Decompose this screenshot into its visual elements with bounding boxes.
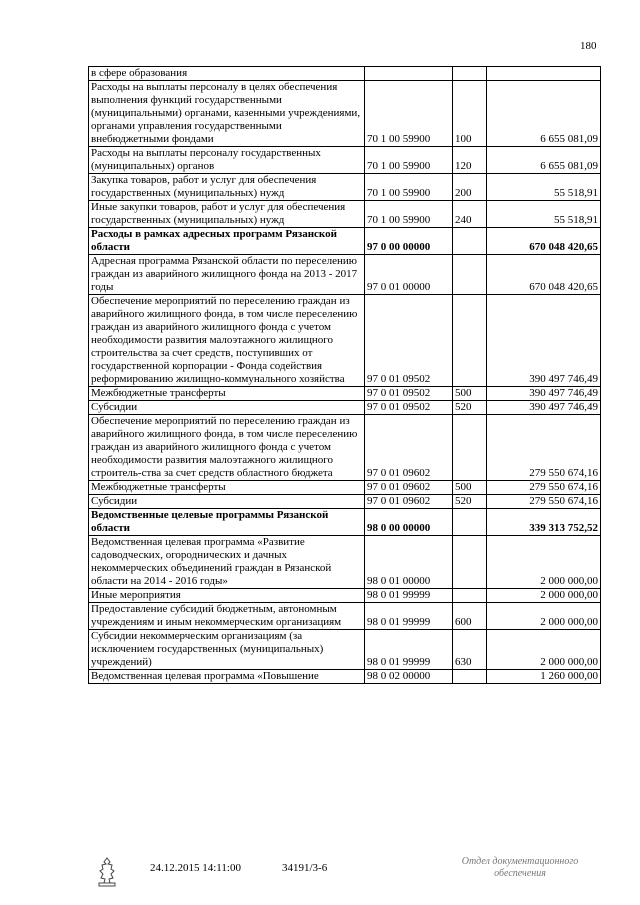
row-type-cell <box>453 295 487 387</box>
row-type-cell: 520 <box>453 495 487 509</box>
footer-doc-number: 34191/3-6 <box>282 862 328 874</box>
table-row <box>89 589 601 603</box>
row-code-cell: 97 0 01 09602 <box>365 495 453 509</box>
row-sum-cell <box>487 67 601 81</box>
row-code-cell: 70 1 00 59900 <box>365 201 453 228</box>
row-code-cell: 97 0 01 09502 <box>365 295 453 387</box>
row-type-cell <box>453 67 487 81</box>
row-name-cell: Субсидии некоммерческим организациям (за исключением государственных (муниципальных) учреждений) <box>89 630 365 670</box>
row-code-cell: 97 0 01 09502 <box>365 401 453 415</box>
row-code-cell: 97 0 01 00000 <box>365 255 453 295</box>
row-type-cell: 520 <box>453 401 487 415</box>
row-sum-cell: 1 260 000,00 <box>487 670 601 684</box>
row-sum-cell: 279 550 674,16 <box>487 415 601 481</box>
row-type-cell <box>453 255 487 295</box>
row-sum-cell: 279 550 674,16 <box>487 495 601 509</box>
row-code-cell: 70 1 00 59900 <box>365 81 453 147</box>
row-sum-cell: 339 313 752,52 <box>487 509 601 536</box>
row-sum-cell: 2 000 000,00 <box>487 603 601 630</box>
row-type-cell: 500 <box>453 387 487 401</box>
row-sum-cell: 390 497 746,49 <box>487 295 601 387</box>
row-name-cell: Субсидии <box>89 495 365 509</box>
table-row <box>89 401 601 415</box>
page-number: 180 <box>580 40 597 52</box>
stamp-line-2: обеспечения <box>494 868 546 879</box>
row-name-cell: Иные закупки товаров, работ и услуг для обеспечения государственных (муниципальных) нужд <box>89 201 365 228</box>
row-code-cell: 98 0 01 99999 <box>365 630 453 670</box>
row-name-cell: Расходы на выплаты персоналу государственных (муниципальных) органов <box>89 147 365 174</box>
footer-stamp <box>440 856 600 880</box>
row-sum-cell: 55 518,91 <box>487 201 601 228</box>
row-type-cell: 600 <box>453 603 487 630</box>
coat-of-arms-icon <box>96 856 118 888</box>
table-row <box>89 81 601 147</box>
row-sum-cell: 6 655 081,09 <box>487 147 601 174</box>
row-type-cell <box>453 415 487 481</box>
row-sum-cell: 6 655 081,09 <box>487 81 601 147</box>
budget-table-body <box>89 67 601 684</box>
table-row <box>89 509 601 536</box>
row-type-cell <box>453 228 487 255</box>
page-footer <box>0 852 640 892</box>
row-name-cell: Ведомственная целевая программа «Развитие садоводческих, огороднических и дачных некоммерческих объединений граждан в Рязанской области на 2014 - 2016 годы» <box>89 536 365 589</box>
row-type-cell <box>453 589 487 603</box>
row-name-cell: Обеспечение мероприятий по переселению граждан из аварийного жилищного фонда, в том числе переселению граждан из аварийного жилищного фонда с учетом необходимости развития малоэтажного жилищного строительства за счет средств, поступивших от государственной корпорации - Фонда содействия реформированию жилищно-коммунального хозяйства <box>89 295 365 387</box>
row-type-cell: 100 <box>453 81 487 147</box>
row-sum-cell: 390 497 746,49 <box>487 387 601 401</box>
row-sum-cell: 390 497 746,49 <box>487 401 601 415</box>
row-name-cell: Адресная программа Рязанской области по переселению граждан из аварийного жилищного фонда на 2013 - 2017 годы <box>89 255 365 295</box>
row-code-cell: 70 1 00 59900 <box>365 147 453 174</box>
row-sum-cell: 55 518,91 <box>487 174 601 201</box>
row-sum-cell: 670 048 420,65 <box>487 228 601 255</box>
row-name-cell: Расходы в рамках адресных программ Рязанской области <box>89 228 365 255</box>
row-type-cell: 630 <box>453 630 487 670</box>
stamp-line-1: Отдел документационного <box>461 856 579 867</box>
row-name-cell: в сфере образования <box>89 67 365 81</box>
table-row <box>89 295 601 387</box>
table-row <box>89 67 601 81</box>
row-type-cell <box>453 670 487 684</box>
row-name-cell: Обеспечение мероприятий по переселению граждан из аварийного жилищного фонда, в том числе переселению граждан из аварийного жилищного фонда с учетом необходимости развития малоэтажного жилищного строитель-ства за счет средств областного бюджета <box>89 415 365 481</box>
row-name-cell: Межбюджетные трансферты <box>89 387 365 401</box>
table-row <box>89 536 601 589</box>
row-code-cell: 97 0 01 09602 <box>365 481 453 495</box>
row-type-cell: 120 <box>453 147 487 174</box>
row-type-cell <box>453 536 487 589</box>
row-code-cell: 97 0 01 09502 <box>365 387 453 401</box>
row-code-cell: 98 0 01 99999 <box>365 589 453 603</box>
row-sum-cell: 279 550 674,16 <box>487 481 601 495</box>
table-row <box>89 174 601 201</box>
row-name-cell: Иные мероприятия <box>89 589 365 603</box>
row-sum-cell: 2 000 000,00 <box>487 630 601 670</box>
row-name-cell: Ведомственная целевая программа «Повышение <box>89 670 365 684</box>
budget-table <box>88 66 601 684</box>
row-code-cell: 97 0 01 09602 <box>365 415 453 481</box>
row-code-cell: 70 1 00 59900 <box>365 174 453 201</box>
table-row <box>89 387 601 401</box>
row-code-cell: 98 0 02 00000 <box>365 670 453 684</box>
row-sum-cell: 2 000 000,00 <box>487 589 601 603</box>
table-row <box>89 201 601 228</box>
table-row <box>89 495 601 509</box>
row-code-cell: 98 0 01 00000 <box>365 536 453 589</box>
row-code-cell: 98 0 01 99999 <box>365 603 453 630</box>
table-row <box>89 415 601 481</box>
row-type-cell: 200 <box>453 174 487 201</box>
row-type-cell: 240 <box>453 201 487 228</box>
row-name-cell: Расходы на выплаты персоналу в целях обеспечения выполнения функций государственными (муниципальными) органами, казенными учреждениями, органами управления государственными внебюджетными фондами <box>89 81 365 147</box>
row-code-cell <box>365 67 453 81</box>
row-sum-cell: 670 048 420,65 <box>487 255 601 295</box>
table-row <box>89 228 601 255</box>
row-name-cell: Предоставление субсидий бюджетным, автономным учреждениям и иным некоммерческим организациям <box>89 603 365 630</box>
table-row <box>89 255 601 295</box>
row-name-cell: Ведомственные целевые программы Рязанской области <box>89 509 365 536</box>
row-code-cell: 97 0 00 00000 <box>365 228 453 255</box>
table-row <box>89 481 601 495</box>
row-code-cell: 98 0 00 00000 <box>365 509 453 536</box>
row-name-cell: Субсидии <box>89 401 365 415</box>
row-type-cell <box>453 509 487 536</box>
footer-date: 24.12.2015 14:11:00 <box>150 862 241 874</box>
row-sum-cell: 2 000 000,00 <box>487 536 601 589</box>
table-row <box>89 603 601 630</box>
row-type-cell: 500 <box>453 481 487 495</box>
table-row <box>89 147 601 174</box>
table-row <box>89 670 601 684</box>
row-name-cell: Межбюджетные трансферты <box>89 481 365 495</box>
table-row <box>89 630 601 670</box>
row-name-cell: Закупка товаров, работ и услуг для обеспечения государственных (муниципальных) нужд <box>89 174 365 201</box>
